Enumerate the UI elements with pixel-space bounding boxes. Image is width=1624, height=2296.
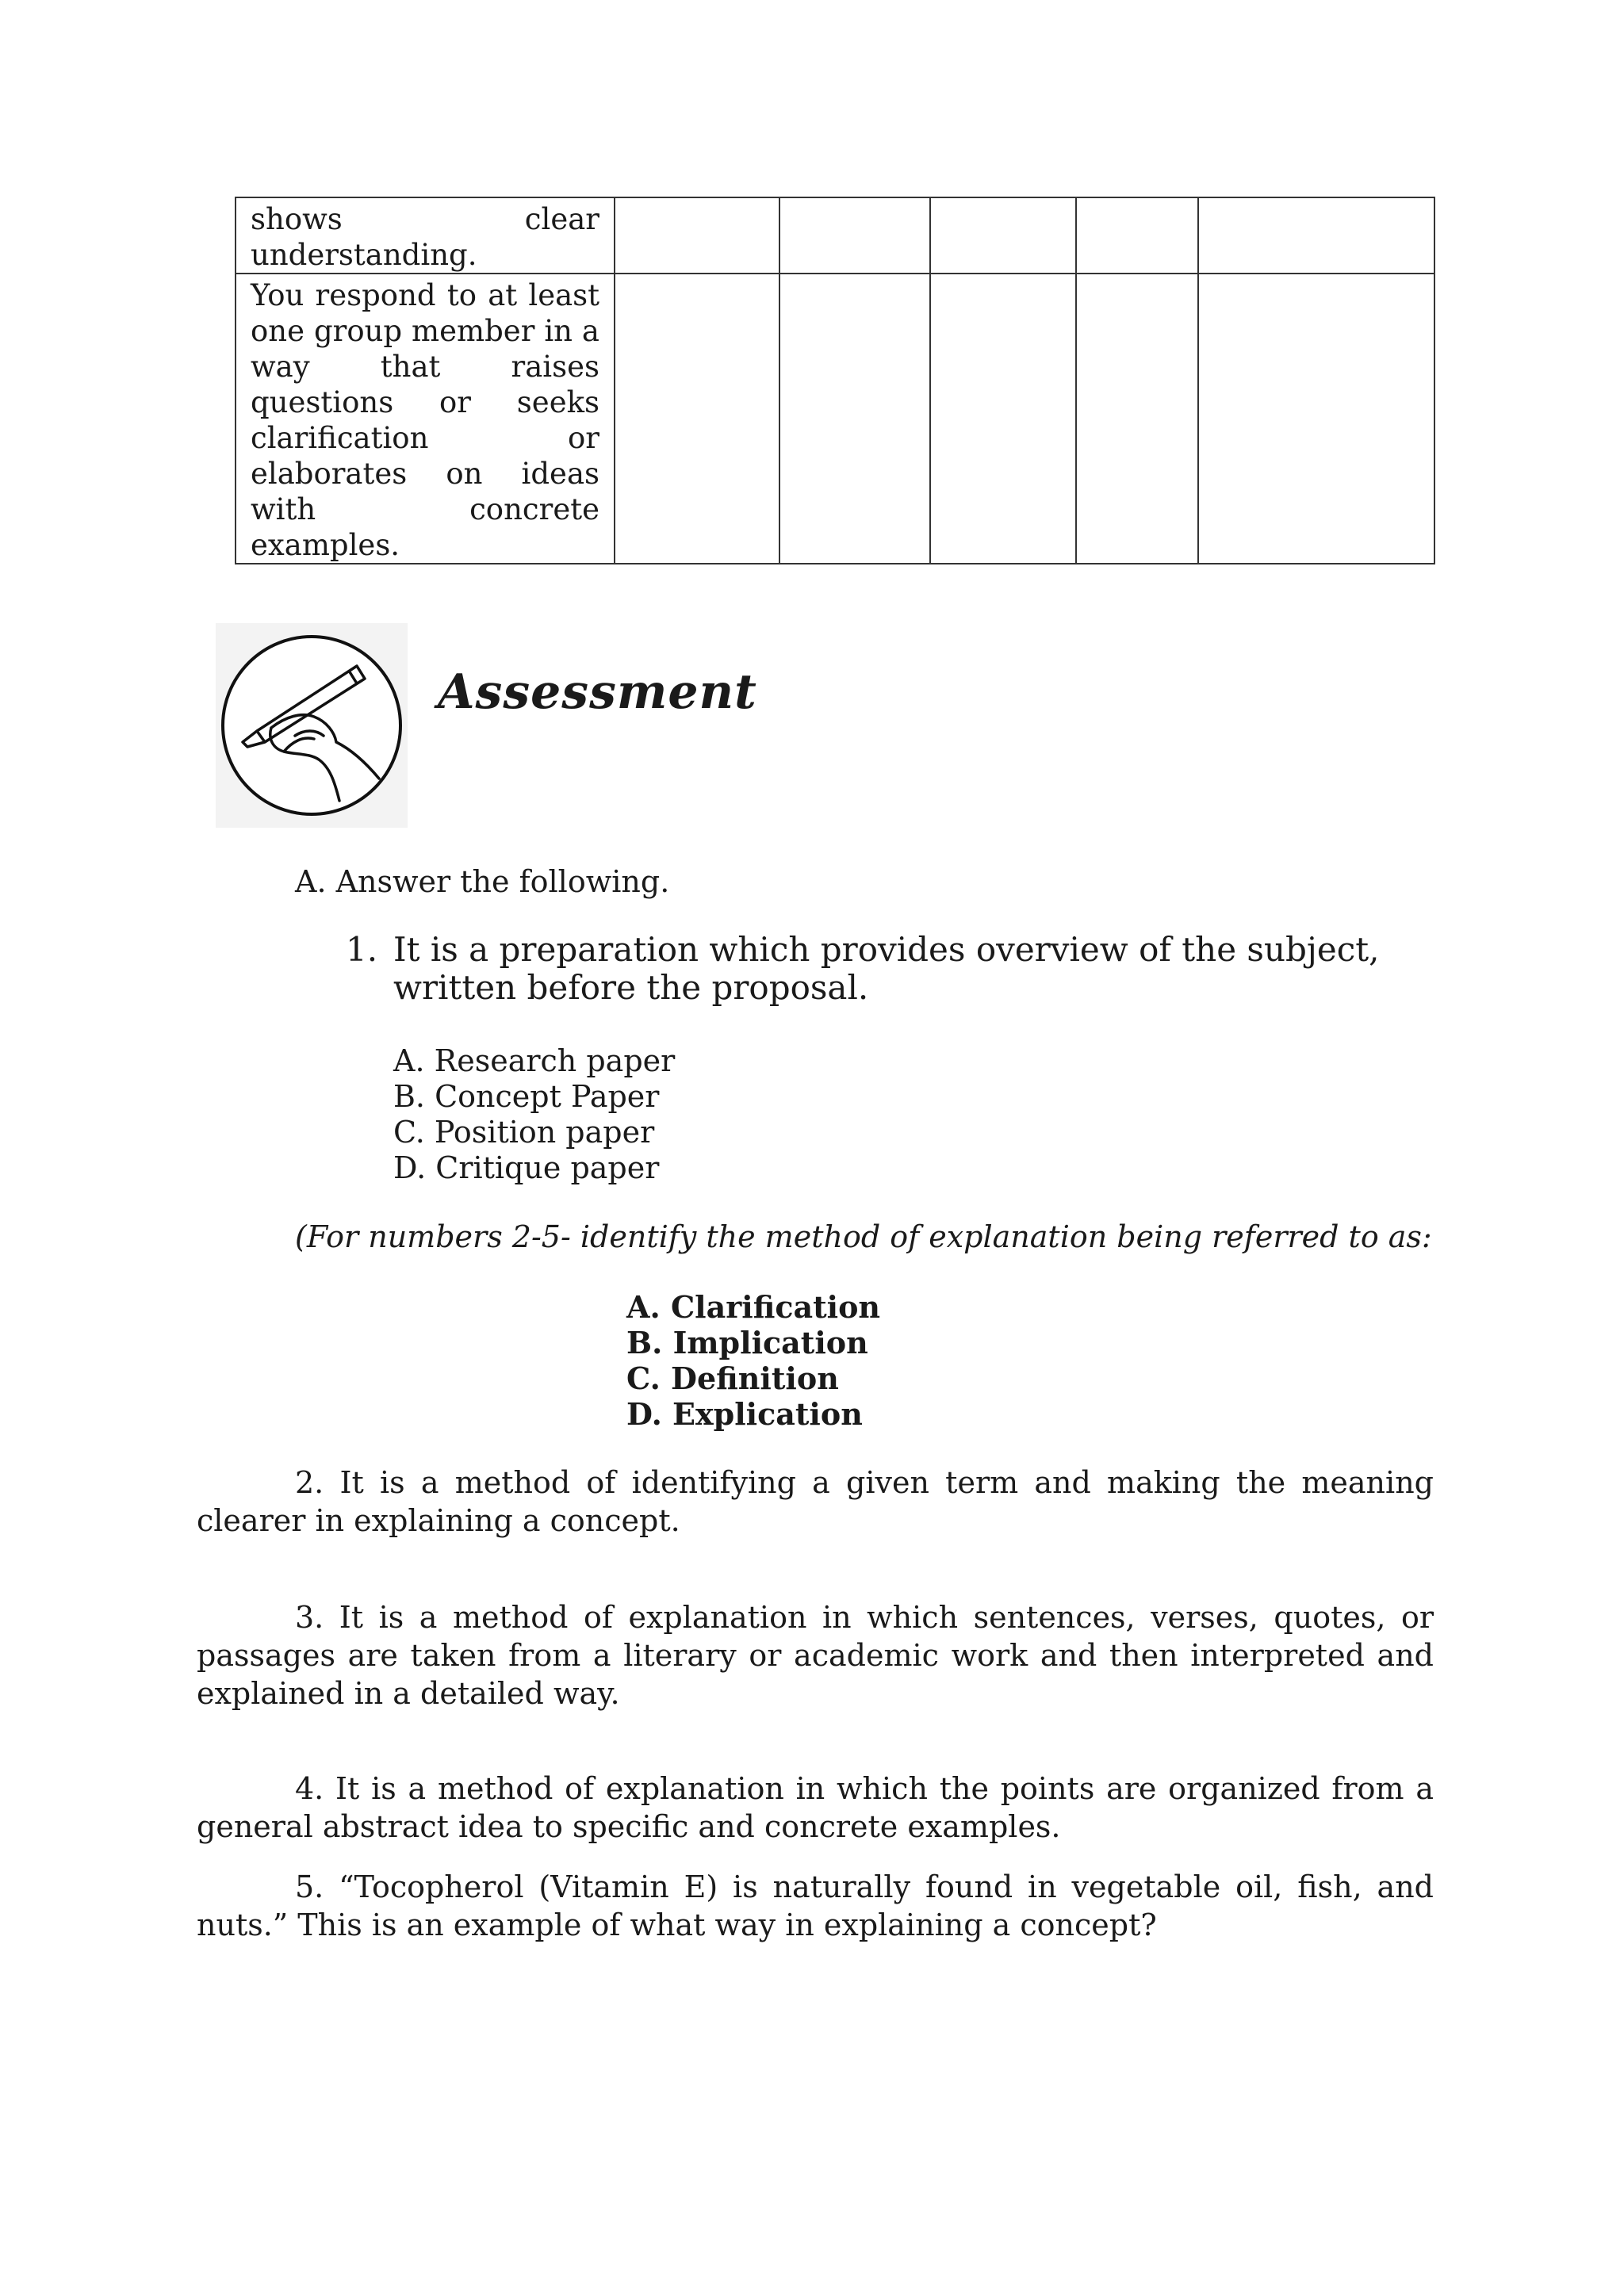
instruction-text: A. Answer the following. [295, 864, 670, 899]
answer-option: A. Research paper [393, 1043, 676, 1078]
rubric-score-cell [930, 274, 1076, 564]
method-option: C. Definition [626, 1360, 839, 1396]
instruction-note: (For numbers 2-5- identify the method of explanation being referred to as: [295, 1219, 1432, 1254]
question-paragraph: 5. “Tocopherol (Vitamin E) is naturally found in vegetable oil, fish, and nuts.” This is an example of what way in explaining a concept? [197, 1869, 1434, 1942]
rubric-score-cell [1198, 197, 1434, 274]
rubric-score-cell [779, 274, 930, 564]
rubric-score-cell [615, 274, 779, 564]
hand-writing-pencil-icon [216, 623, 408, 828]
rubric-row [236, 197, 1434, 274]
question-paragraph: 2. It is a method of identifying a given term and making the meaning clearer in explaining a concept. [197, 1465, 1434, 1538]
rubric-score-cell [779, 197, 930, 274]
answer-option: C. Position paper [393, 1115, 655, 1150]
answer-options [393, 1043, 675, 1186]
rubric-criterion: You respond to at least one group member in a way that raises questions or seeks clarification or elaborates on ideas with concrete examples. [236, 274, 615, 564]
answer-option: B. Concept Paper [393, 1079, 660, 1114]
rubric-score-cell [615, 197, 779, 274]
method-option: D. Explication [626, 1396, 863, 1432]
question-number: 1. [346, 930, 378, 969]
question-paragraph: 3. It is a method of explanation in which sentences, verses, quotes, or passages are taken from a literary or academic work and then interpreted and explained in a detailed way. [197, 1600, 1434, 1711]
rubric-score-cell [930, 197, 1076, 274]
question-paragraph: 4. It is a method of explanation in which the points are organized from a general abstract idea to specific and concrete examples. [197, 1771, 1434, 1844]
method-option: B. Implication [626, 1325, 868, 1360]
rubric-criterion: shows clear understanding. [236, 197, 615, 274]
rubric-table [235, 197, 1435, 564]
method-options [626, 1289, 880, 1432]
rubric-score-cell [1198, 274, 1434, 564]
rubric-row [236, 274, 1434, 564]
question-text: It is a preparation which provides overview of the subject, written before the proposal. [393, 930, 1380, 1007]
answer-option: D. Critique paper [393, 1150, 660, 1185]
rubric-score-cell [1076, 274, 1198, 564]
method-option: A. Clarification [626, 1289, 881, 1325]
rubric-score-cell [1076, 197, 1198, 274]
section-title: Assessment [438, 664, 757, 720]
